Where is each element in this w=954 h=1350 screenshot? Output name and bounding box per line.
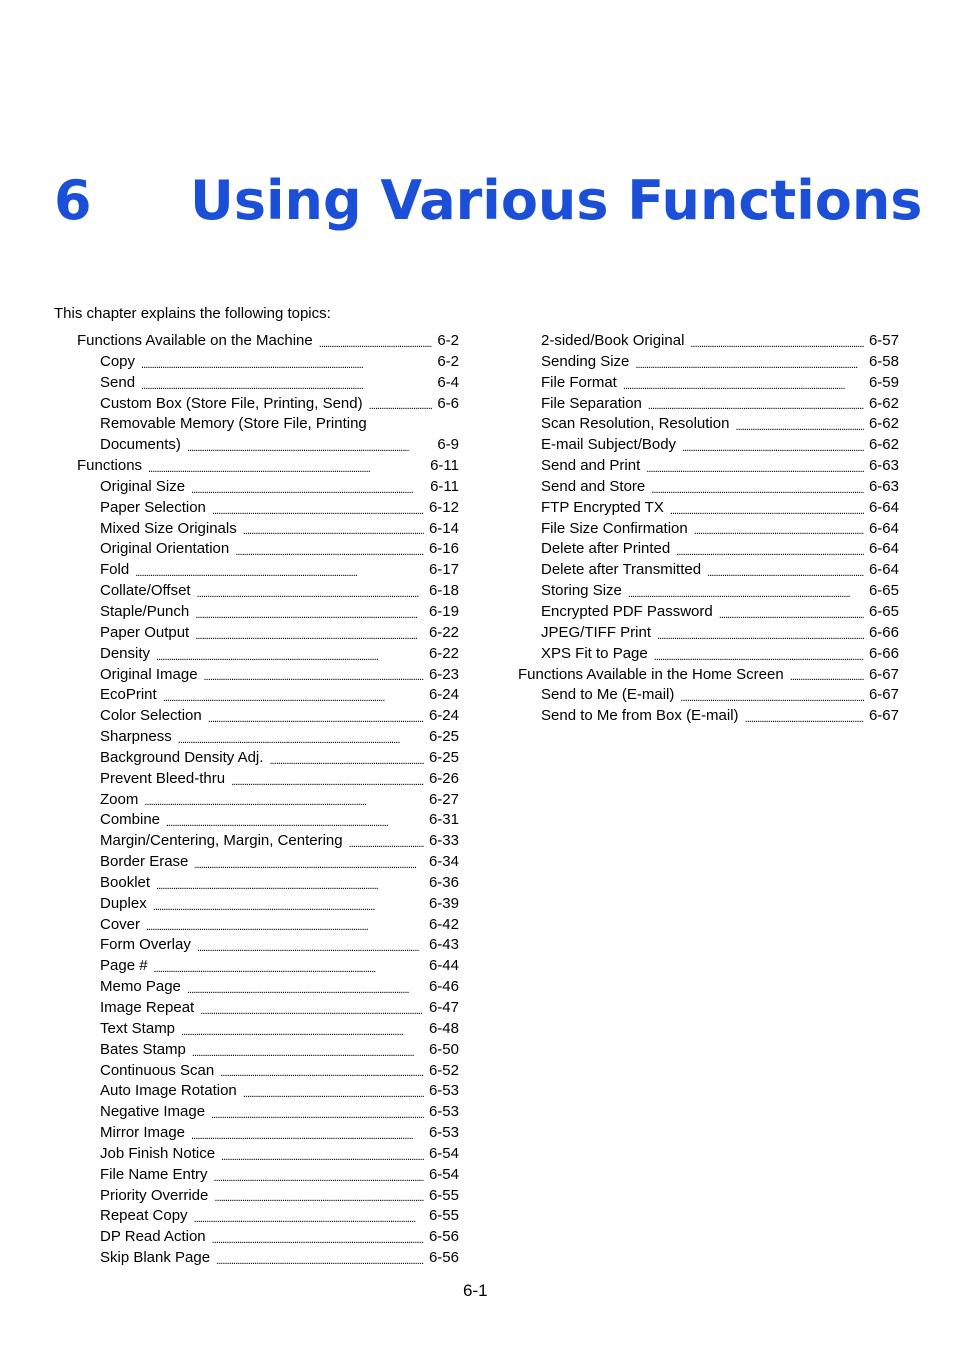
toc-entry[interactable] <box>77 352 459 373</box>
toc-entry-page: 6-24 <box>428 686 459 704</box>
toc-entry-label: Negative Image <box>100 1103 206 1121</box>
toc-dot-leader <box>194 1211 424 1227</box>
intro-text: This chapter explains the following topics: <box>54 305 331 322</box>
toc-dot-leader <box>141 357 432 373</box>
toc-entry[interactable] <box>518 602 899 623</box>
toc-dot-leader <box>194 857 424 873</box>
toc-entry-page: 6-66 <box>868 623 899 641</box>
toc-entry[interactable] <box>518 456 899 477</box>
toc-dot-leader <box>694 523 864 539</box>
toc-entry-page: 6-63 <box>868 457 899 475</box>
toc-entry-label: Custom Box (Store File, Printing, Send) <box>100 394 363 412</box>
toc-entry[interactable] <box>77 519 459 540</box>
toc-entry-label: Functions <box>77 457 143 475</box>
toc-entry-label: Send and Store <box>541 477 646 495</box>
toc-entry-label: Priority Override <box>100 1186 209 1204</box>
toc-dot-leader <box>153 899 424 915</box>
toc-entry-label: Encrypted PDF Password <box>541 602 713 620</box>
toc-entry-label: Form Overlay <box>100 936 191 954</box>
toc-entry[interactable] <box>518 414 899 435</box>
toc-entry-page: 6-19 <box>428 602 459 620</box>
toc-entry-label: E-mail Subject/Body <box>541 436 677 454</box>
toc-entry[interactable] <box>77 1061 459 1082</box>
toc-entry-page: 6-62 <box>868 394 899 412</box>
toc-entry-page: 6-44 <box>428 957 459 975</box>
toc-entry-page: 6-23 <box>428 665 459 683</box>
toc-entry-label: Job Finish Notice <box>100 1144 216 1162</box>
toc-entry-page: 6-11 <box>430 477 459 495</box>
toc-entry[interactable] <box>518 477 899 498</box>
toc-entry-label: Image Repeat <box>100 999 195 1016</box>
toc-entry-page: 6-50 <box>428 1040 459 1058</box>
toc-entry[interactable] <box>77 956 459 977</box>
toc-dot-leader <box>243 523 424 539</box>
chapter-number: 6 <box>54 169 92 232</box>
toc-entry-label: Text Stamp <box>100 1019 176 1037</box>
toc-entry[interactable] <box>77 977 459 998</box>
toc-dot-leader <box>212 1232 424 1248</box>
toc-entry-label: Repeat Copy <box>100 1207 188 1225</box>
toc-entry[interactable] <box>77 1144 459 1165</box>
toc-dot-leader <box>221 1149 424 1165</box>
toc-entry-page: 6-62 <box>868 415 899 433</box>
toc-entry-page: 6-53 <box>428 1124 459 1142</box>
toc-dot-leader <box>156 649 424 665</box>
toc-entry-label: XPS Fit to Page <box>541 644 648 662</box>
toc-entry[interactable] <box>77 810 459 831</box>
toc-entry[interactable] <box>77 894 459 915</box>
toc-entry[interactable] <box>77 748 459 769</box>
toc-dot-leader <box>651 482 864 498</box>
toc-entry-label: Background Density Adj. <box>100 748 264 766</box>
toc-entry-page: 6-16 <box>428 540 459 558</box>
toc-dot-leader <box>214 1190 424 1206</box>
toc-entry-label: Border Erase <box>100 853 189 871</box>
toc-entry-page: 6-64 <box>868 498 899 516</box>
toc-entry-page: 6-63 <box>868 477 899 495</box>
toc-entry-label: Original Orientation <box>100 540 230 558</box>
toc-entry-page: 6-48 <box>428 1019 459 1037</box>
toc-entry[interactable] <box>77 581 459 602</box>
toc-entry-label: Delete after Printed <box>541 540 671 558</box>
toc-entry-label: Memo Page <box>100 978 181 996</box>
toc-entry-label: Scan Resolution, Resolution <box>541 415 730 433</box>
toc-entry[interactable] <box>77 873 459 894</box>
toc-entry[interactable] <box>77 331 459 352</box>
toc-entry-page: 6-27 <box>428 790 459 808</box>
toc-dot-leader <box>211 1107 424 1123</box>
toc-entry-label: Mixed Size Originals <box>100 519 237 537</box>
toc-entry-page: 6-54 <box>428 1165 459 1183</box>
toc-dot-leader <box>208 711 424 727</box>
toc-dot-leader <box>676 544 864 560</box>
toc-entry-label: Color Selection <box>100 707 202 725</box>
toc-entry-page: 6-56 <box>428 1228 459 1246</box>
toc-entry-page: 6-58 <box>868 352 899 370</box>
toc-entry[interactable] <box>77 644 459 665</box>
toc-entry-page: 6-4 <box>437 373 459 391</box>
toc-dot-leader <box>349 836 424 852</box>
toc-entry[interactable] <box>77 998 459 1019</box>
toc-entry-page: 6-25 <box>428 728 459 746</box>
toc-entry-page: 6-43 <box>428 936 459 954</box>
toc-entry[interactable] <box>77 456 459 477</box>
toc-entry[interactable] <box>77 1165 459 1186</box>
toc-entry[interactable] <box>518 644 899 665</box>
toc-entry-page: 6-2 <box>437 332 459 349</box>
toc-dot-leader <box>216 1253 424 1269</box>
toc-entry-page: 6-11 <box>430 457 459 475</box>
toc-entry-label: Functions Available in the Home Screen <box>518 665 784 683</box>
toc-entry-label: Storing Size <box>541 582 622 600</box>
toc-entry[interactable] <box>77 539 459 560</box>
toc-dot-leader <box>648 398 864 414</box>
toc-entry[interactable] <box>77 1227 459 1248</box>
toc-entry[interactable] <box>77 1081 459 1102</box>
toc-left-column <box>77 331 459 1269</box>
toc-entry-page: 6-46 <box>428 978 459 996</box>
toc-entry-page: 6-65 <box>868 602 899 620</box>
toc-dot-leader <box>200 1003 424 1019</box>
toc-entry-label: Density <box>100 644 151 662</box>
toc-dot-leader <box>682 440 864 456</box>
toc-entry-label: Booklet <box>100 873 151 891</box>
toc-dot-leader <box>628 586 864 602</box>
toc-entry-label: Collate/Offset <box>100 582 191 600</box>
toc-entry[interactable] <box>77 1186 459 1207</box>
toc-entry-page: 6-12 <box>428 498 459 516</box>
toc-entry[interactable] <box>77 852 459 873</box>
toc-entry-page: 6-25 <box>428 748 459 766</box>
toc-entry-label: Prevent Bleed-thru <box>100 769 226 787</box>
toc-entry[interactable] <box>77 498 459 519</box>
toc-entry-label: Paper Selection <box>100 498 206 516</box>
toc-dot-leader <box>680 690 864 706</box>
toc-dot-leader <box>192 1045 424 1061</box>
toc-entry-page: 6-67 <box>868 665 899 683</box>
toc-entry-page: 6-66 <box>868 644 899 662</box>
toc-dot-leader <box>204 669 424 685</box>
toc-entry-label: Skip Blank Page <box>100 1249 211 1267</box>
toc-dot-leader <box>790 669 864 685</box>
toc-entry-page: 6-47 <box>428 999 459 1016</box>
toc-entry[interactable] <box>518 352 899 373</box>
toc-dot-leader <box>235 544 424 560</box>
toc-entry[interactable] <box>77 790 459 811</box>
toc-entry[interactable] <box>518 394 899 415</box>
toc-entry-page: 6-64 <box>868 561 899 579</box>
toc-entry-page: 6-22 <box>428 623 459 641</box>
toc-entry[interactable] <box>77 831 459 852</box>
toc-entry-label: Removable Memory (Store File, Printing <box>100 415 367 433</box>
toc-dot-leader <box>369 398 433 414</box>
toc-entry-label: Cover <box>100 915 141 933</box>
toc-dot-leader <box>187 982 424 998</box>
toc-dot-leader <box>163 690 424 706</box>
toc-entry[interactable] <box>518 331 899 352</box>
toc-entry-label: EcoPrint <box>100 686 157 704</box>
toc-dot-leader <box>148 461 425 477</box>
toc-entry-page: 6-39 <box>428 894 459 912</box>
toc-entry-page: 6-26 <box>428 769 459 787</box>
toc-entry[interactable] <box>77 1019 459 1040</box>
toc-entry-page: 6-22 <box>428 644 459 662</box>
toc-entry-label: Continuous Scan <box>100 1061 215 1079</box>
toc-entry-page: 6-6 <box>437 394 459 412</box>
toc-dot-leader <box>146 919 424 935</box>
toc-entry-label: File Separation <box>541 394 642 412</box>
toc-entry[interactable] <box>518 560 899 581</box>
toc-dot-leader <box>191 1128 424 1144</box>
toc-entry[interactable] <box>77 477 459 498</box>
toc-entry[interactable] <box>77 1102 459 1123</box>
toc-entry-label: File Size Confirmation <box>541 519 688 537</box>
toc-dot-leader <box>191 482 425 498</box>
toc-entry-label: Zoom <box>100 790 139 808</box>
toc-entry-label: Documents) <box>100 436 181 454</box>
toc-dot-leader <box>135 565 424 581</box>
toc-entry[interactable] <box>77 1123 459 1144</box>
toc-entry-page: 6-2 <box>437 352 459 370</box>
toc-entry[interactable] <box>77 1248 459 1269</box>
toc-entry-label: Combine <box>100 811 161 829</box>
toc-dot-leader <box>670 503 864 519</box>
toc-entry-page: 6-59 <box>868 373 899 391</box>
toc-entry[interactable] <box>77 1040 459 1061</box>
toc-entry-label: JPEG/TIFF Print <box>541 623 652 641</box>
toc-entry-page: 6-17 <box>428 561 459 579</box>
toc-dot-leader <box>319 336 433 352</box>
toc-entry-label: Send <box>100 373 136 391</box>
toc-entry-label: Send to Me (E-mail) <box>541 686 675 704</box>
toc-entry-page: 6-55 <box>428 1207 459 1225</box>
toc-dot-leader <box>178 732 424 748</box>
toc-entry-page: 6-33 <box>428 832 459 850</box>
toc-entry-label: File Format <box>541 373 617 391</box>
toc-dot-leader <box>195 607 424 623</box>
toc-dot-leader <box>187 440 432 456</box>
toc-dot-leader <box>269 753 424 769</box>
toc-dot-leader <box>214 1170 424 1186</box>
toc-entry-page: 6-18 <box>428 582 459 600</box>
toc-entry-label: Fold <box>100 561 130 579</box>
toc-dot-leader <box>212 503 424 519</box>
toc-entry-page: 6-67 <box>868 707 899 725</box>
toc-dot-leader <box>657 628 864 644</box>
toc-entry[interactable] <box>518 706 899 727</box>
toc-dot-leader <box>197 586 424 602</box>
toc-entry-page: 6-52 <box>428 1061 459 1079</box>
toc-entry-label: Auto Image Rotation <box>100 1082 237 1100</box>
toc-entry-page: 6-24 <box>428 707 459 725</box>
toc-entry[interactable] <box>518 519 899 540</box>
toc-entry-label: Functions Available on the Machine <box>77 332 313 349</box>
chapter-title: Using Various Functions <box>190 169 923 232</box>
toc-right-column <box>518 331 899 727</box>
toc-entry[interactable] <box>77 685 459 706</box>
toc-dot-leader <box>156 878 424 894</box>
toc-dot-leader <box>154 961 424 977</box>
toc-entry[interactable] <box>518 581 899 602</box>
toc-entry[interactable] <box>518 373 899 394</box>
toc-dot-leader <box>144 794 424 810</box>
toc-entry-label: Original Size <box>100 477 186 495</box>
toc-entry-label: Page # <box>100 957 148 975</box>
toc-entry-label: Send and Print <box>541 457 641 475</box>
toc-entry[interactable] <box>77 623 459 644</box>
toc-entry-page: 6-31 <box>428 811 459 829</box>
toc-entry-label: Mirror Image <box>100 1124 186 1142</box>
toc-entry[interactable] <box>77 435 459 456</box>
toc-entry-label: Send to Me from Box (E-mail) <box>541 707 739 725</box>
toc-entry[interactable] <box>77 769 459 790</box>
toc-entry[interactable] <box>518 623 899 644</box>
toc-entry[interactable] <box>77 602 459 623</box>
toc-entry-label: Bates Stamp <box>100 1040 186 1058</box>
toc-entry-page: 6-56 <box>428 1249 459 1267</box>
toc-entry[interactable] <box>518 685 899 706</box>
toc-entry-label: File Name Entry <box>100 1165 208 1183</box>
toc-entry-label: Duplex <box>100 894 147 912</box>
toc-dot-leader <box>735 419 864 435</box>
toc-entry[interactable] <box>77 915 459 936</box>
toc-entry-label: Sharpness <box>100 728 172 746</box>
toc-entry-label: Paper Output <box>100 623 190 641</box>
toc-dot-leader <box>623 378 864 394</box>
toc-entry-label: Sending Size <box>541 352 630 370</box>
toc-entry[interactable] <box>518 665 899 686</box>
toc-entry-label: Staple/Punch <box>100 602 190 620</box>
toc-dot-leader <box>707 565 864 581</box>
toc-entry[interactable] <box>77 706 459 727</box>
toc-entry-label: FTP Encrypted TX <box>541 498 664 516</box>
toc-entry[interactable] <box>77 414 459 435</box>
toc-entry[interactable] <box>518 539 899 560</box>
toc-entry-label: Original Image <box>100 665 198 683</box>
toc-dot-leader <box>197 940 424 956</box>
toc-entry-page: 6-9 <box>437 436 459 454</box>
toc-entry[interactable] <box>77 665 459 686</box>
toc-entry-label: Copy <box>100 352 136 370</box>
toc-entry[interactable] <box>77 560 459 581</box>
toc-entry-page: 6-53 <box>428 1082 459 1100</box>
toc-entry-page: 6-53 <box>428 1103 459 1121</box>
toc-entry-page: 6-57 <box>868 332 899 349</box>
toc-dot-leader <box>719 607 864 623</box>
toc-entry-page: 6-55 <box>428 1186 459 1204</box>
toc-entry-page: 6-36 <box>428 873 459 891</box>
page-number: 6-1 <box>463 1281 488 1300</box>
toc-entry[interactable] <box>518 435 899 456</box>
toc-entry[interactable] <box>77 1206 459 1227</box>
toc-entry-page: 6-62 <box>868 436 899 454</box>
toc-entry[interactable] <box>77 935 459 956</box>
toc-dot-leader <box>231 774 424 790</box>
toc-dot-leader <box>646 461 864 477</box>
toc-dot-leader <box>635 357 864 373</box>
toc-entry-page: 6-64 <box>868 519 899 537</box>
toc-dot-leader <box>654 649 864 665</box>
toc-dot-leader <box>195 628 424 644</box>
toc-entry-page: 6-54 <box>428 1144 459 1162</box>
toc-entry-label: Margin/Centering, Margin, Centering <box>100 832 343 850</box>
toc-entry[interactable] <box>77 373 459 394</box>
toc-entry-label: DP Read Action <box>100 1228 206 1246</box>
toc-entry[interactable] <box>77 727 459 748</box>
toc-dot-leader <box>745 711 864 727</box>
toc-entry[interactable] <box>518 498 899 519</box>
toc-entry-page: 6-65 <box>868 582 899 600</box>
toc-entry-page: 6-34 <box>428 853 459 871</box>
toc-entry-page: 6-64 <box>868 540 899 558</box>
toc-dot-leader <box>690 336 864 352</box>
toc-entry-label: 2-sided/Book Original <box>541 332 685 349</box>
toc-entry-page: 6-14 <box>428 519 459 537</box>
toc-entry-page: 6-67 <box>868 686 899 704</box>
toc-entry-label: Delete after Transmitted <box>541 561 702 579</box>
toc-entry-page: 6-42 <box>428 915 459 933</box>
toc-dot-leader <box>166 815 424 831</box>
toc-dot-leader <box>141 378 432 394</box>
toc-dot-leader <box>181 1024 424 1040</box>
toc-dot-leader <box>220 1065 424 1081</box>
toc-entry[interactable] <box>77 394 459 415</box>
toc-dot-leader <box>243 1086 424 1102</box>
